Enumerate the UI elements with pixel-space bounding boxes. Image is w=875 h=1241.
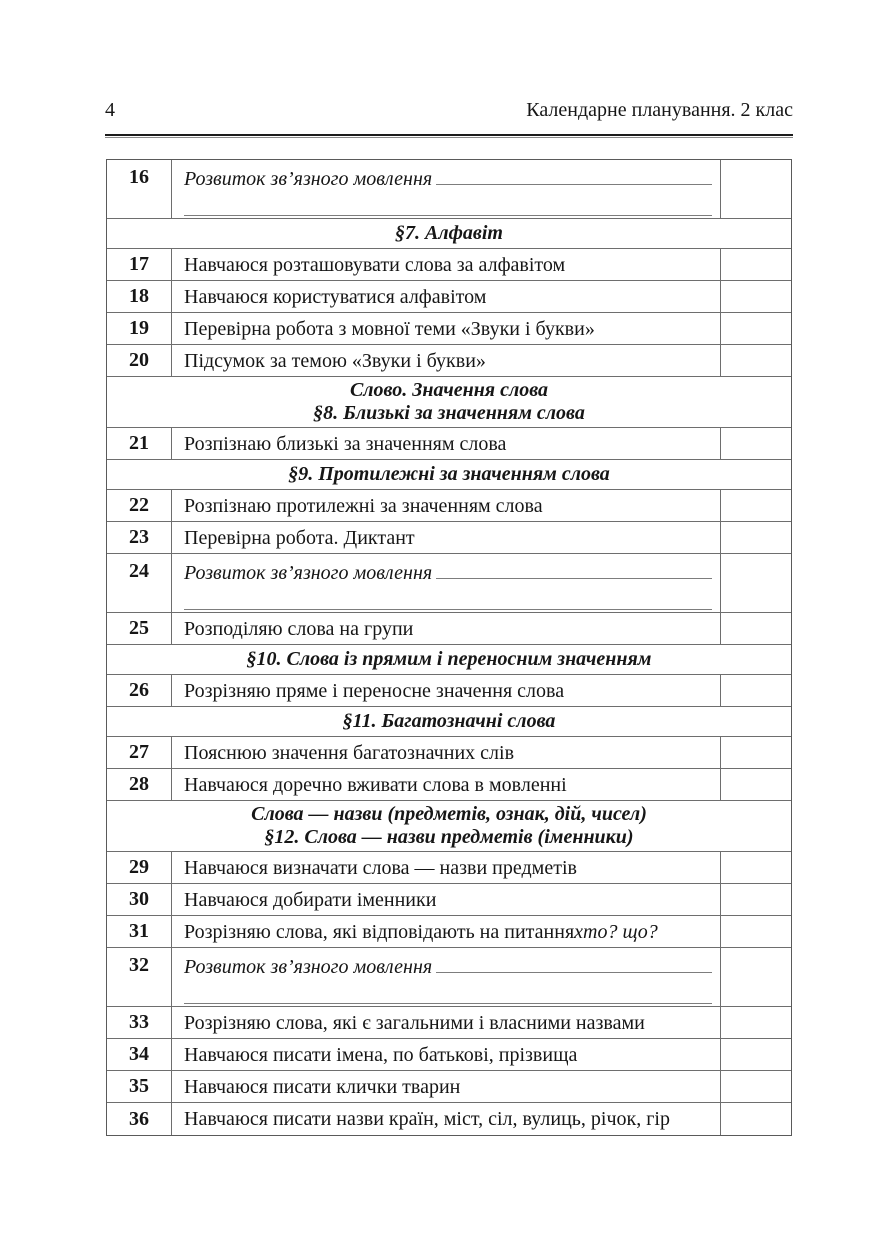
writein-rule bbox=[436, 954, 712, 973]
section-row bbox=[107, 377, 791, 428]
lesson-number: 18 bbox=[107, 281, 172, 312]
lesson-number: 35 bbox=[107, 1071, 172, 1102]
lesson-number: 22 bbox=[107, 490, 172, 521]
running-head bbox=[105, 99, 793, 121]
lesson-row bbox=[107, 852, 791, 884]
lesson-text: Навчаюся користуватися алфавітом bbox=[172, 281, 721, 312]
lesson-plan-table bbox=[106, 159, 792, 1136]
date-cell bbox=[721, 345, 791, 376]
lesson-row bbox=[107, 313, 791, 345]
lesson-number: 21 bbox=[107, 428, 172, 459]
lesson-row bbox=[107, 345, 791, 377]
lesson-text: Навчаюся розташовувати слова за алфавітом bbox=[172, 249, 721, 280]
date-cell bbox=[721, 160, 791, 218]
lesson-text: Навчаюся писати назви країн, міст, сіл, вулиць, річок, гір bbox=[172, 1103, 721, 1135]
section-title: Слова — назви (предметів, ознак, дій, чисел) §12. Слова — назви предметів (іменники) bbox=[251, 803, 647, 848]
date-cell bbox=[721, 916, 791, 947]
lesson-row bbox=[107, 948, 791, 1007]
date-cell bbox=[721, 613, 791, 644]
lesson-number: 29 bbox=[107, 852, 172, 883]
lesson-text: Розпізнаю близькі за значенням слова bbox=[172, 428, 721, 459]
lesson-number: 16 bbox=[107, 160, 172, 218]
lesson-text bbox=[172, 160, 721, 218]
section-row bbox=[107, 219, 791, 249]
section-row bbox=[107, 645, 791, 675]
section-title: §10. Слова із прямим і переносним значенням bbox=[246, 648, 652, 670]
date-cell bbox=[721, 490, 791, 521]
lesson-row bbox=[107, 1007, 791, 1039]
lesson-text: Розрізняю пряме і переносне значення слова bbox=[172, 675, 721, 706]
lesson-number: 31 bbox=[107, 916, 172, 947]
lesson-row bbox=[107, 1103, 791, 1135]
lesson-text: Розрізняю слова, які є загальними і власними назвами bbox=[172, 1007, 721, 1038]
lesson-text: Підсумок за темою «Звуки і букви» bbox=[172, 345, 721, 376]
date-cell bbox=[721, 737, 791, 768]
date-cell bbox=[721, 1007, 791, 1038]
lesson-number: 30 bbox=[107, 884, 172, 915]
date-cell bbox=[721, 522, 791, 553]
lesson-row bbox=[107, 160, 791, 219]
date-cell bbox=[721, 884, 791, 915]
page-number: 4 bbox=[105, 99, 115, 121]
question-words: хто? що? bbox=[574, 920, 658, 943]
lesson-text: Навчаюся добирати іменники bbox=[172, 884, 721, 915]
lesson-number: 25 bbox=[107, 613, 172, 644]
lesson-number: 20 bbox=[107, 345, 172, 376]
lesson-number: 24 bbox=[107, 554, 172, 612]
section-title: §9. Протилежні за значенням слова bbox=[288, 463, 610, 485]
lesson-label: Розвиток зв’язного мовлення bbox=[184, 562, 433, 584]
lesson-label: Розвиток зв’язного мовлення bbox=[184, 168, 433, 190]
header-rule bbox=[105, 134, 793, 138]
lesson-text: Розподіляю слова на групи bbox=[172, 613, 721, 644]
lesson-number: 34 bbox=[107, 1039, 172, 1070]
lesson-row bbox=[107, 428, 791, 460]
date-cell bbox=[721, 1039, 791, 1070]
date-cell bbox=[721, 948, 791, 1006]
date-cell bbox=[721, 313, 791, 344]
date-cell bbox=[721, 852, 791, 883]
lesson-row bbox=[107, 1039, 791, 1071]
lesson-row bbox=[107, 884, 791, 916]
lesson-number: 27 bbox=[107, 737, 172, 768]
lesson-row bbox=[107, 613, 791, 645]
date-cell bbox=[721, 769, 791, 800]
lesson-text: Навчаюся писати клички тварин bbox=[172, 1071, 721, 1102]
lesson-text: Розпізнаю протилежні за значенням слова bbox=[172, 490, 721, 521]
lesson-text: Навчаюся визначати слова — назви предметів bbox=[172, 852, 721, 883]
writein-rule bbox=[436, 166, 712, 185]
lesson-row bbox=[107, 737, 791, 769]
date-cell bbox=[721, 428, 791, 459]
writein-rule bbox=[184, 585, 712, 610]
lesson-row bbox=[107, 490, 791, 522]
lesson-text: Розрізняю слова, які відповідають на питання хто? що? bbox=[172, 916, 721, 947]
section-title: §11. Багатозначні слова bbox=[342, 710, 556, 732]
lesson-text: Перевірна робота. Диктант bbox=[172, 522, 721, 553]
lesson-number: 32 bbox=[107, 948, 172, 1006]
lesson-text bbox=[172, 948, 721, 1006]
section-title: §7. Алфавіт bbox=[395, 222, 503, 244]
date-cell bbox=[721, 281, 791, 312]
lesson-number: 36 bbox=[107, 1103, 172, 1135]
lesson-text bbox=[172, 554, 721, 612]
lesson-row bbox=[107, 916, 791, 948]
writein-line bbox=[184, 166, 714, 191]
lesson-row bbox=[107, 769, 791, 801]
lesson-row bbox=[107, 675, 791, 707]
lesson-row bbox=[107, 281, 791, 313]
lesson-label: Розвиток зв’язного мовлення bbox=[184, 956, 433, 978]
lesson-text: Навчаюся писати імена, по батькові, прізвища bbox=[172, 1039, 721, 1070]
date-cell bbox=[721, 675, 791, 706]
lesson-text: Перевірна робота з мовної теми «Звуки і букви» bbox=[172, 313, 721, 344]
writein-line bbox=[184, 954, 714, 979]
lesson-number: 17 bbox=[107, 249, 172, 280]
lesson-row bbox=[107, 1071, 791, 1103]
page-header-title: Календарне планування. 2 клас bbox=[526, 99, 793, 121]
lesson-text: Навчаюся доречно вживати слова в мовленні bbox=[172, 769, 721, 800]
lesson-number: 19 bbox=[107, 313, 172, 344]
writein-rule bbox=[436, 560, 712, 579]
date-cell bbox=[721, 1103, 791, 1135]
lesson-number: 28 bbox=[107, 769, 172, 800]
lesson-row bbox=[107, 554, 791, 613]
lesson-row bbox=[107, 249, 791, 281]
section-row bbox=[107, 707, 791, 737]
section-title: Слово. Значення слова §8. Близькі за значенням слова bbox=[313, 379, 585, 424]
date-cell bbox=[721, 554, 791, 612]
date-cell bbox=[721, 1071, 791, 1102]
writein-rule bbox=[184, 191, 712, 216]
lesson-number: 23 bbox=[107, 522, 172, 553]
writein-rule bbox=[184, 979, 712, 1004]
section-row bbox=[107, 801, 791, 852]
date-cell bbox=[721, 249, 791, 280]
lesson-row bbox=[107, 522, 791, 554]
section-row bbox=[107, 460, 791, 490]
lesson-number: 33 bbox=[107, 1007, 172, 1038]
lesson-number: 26 bbox=[107, 675, 172, 706]
lesson-text: Пояснюю значення багатозначних слів bbox=[172, 737, 721, 768]
writein-line bbox=[184, 560, 714, 585]
